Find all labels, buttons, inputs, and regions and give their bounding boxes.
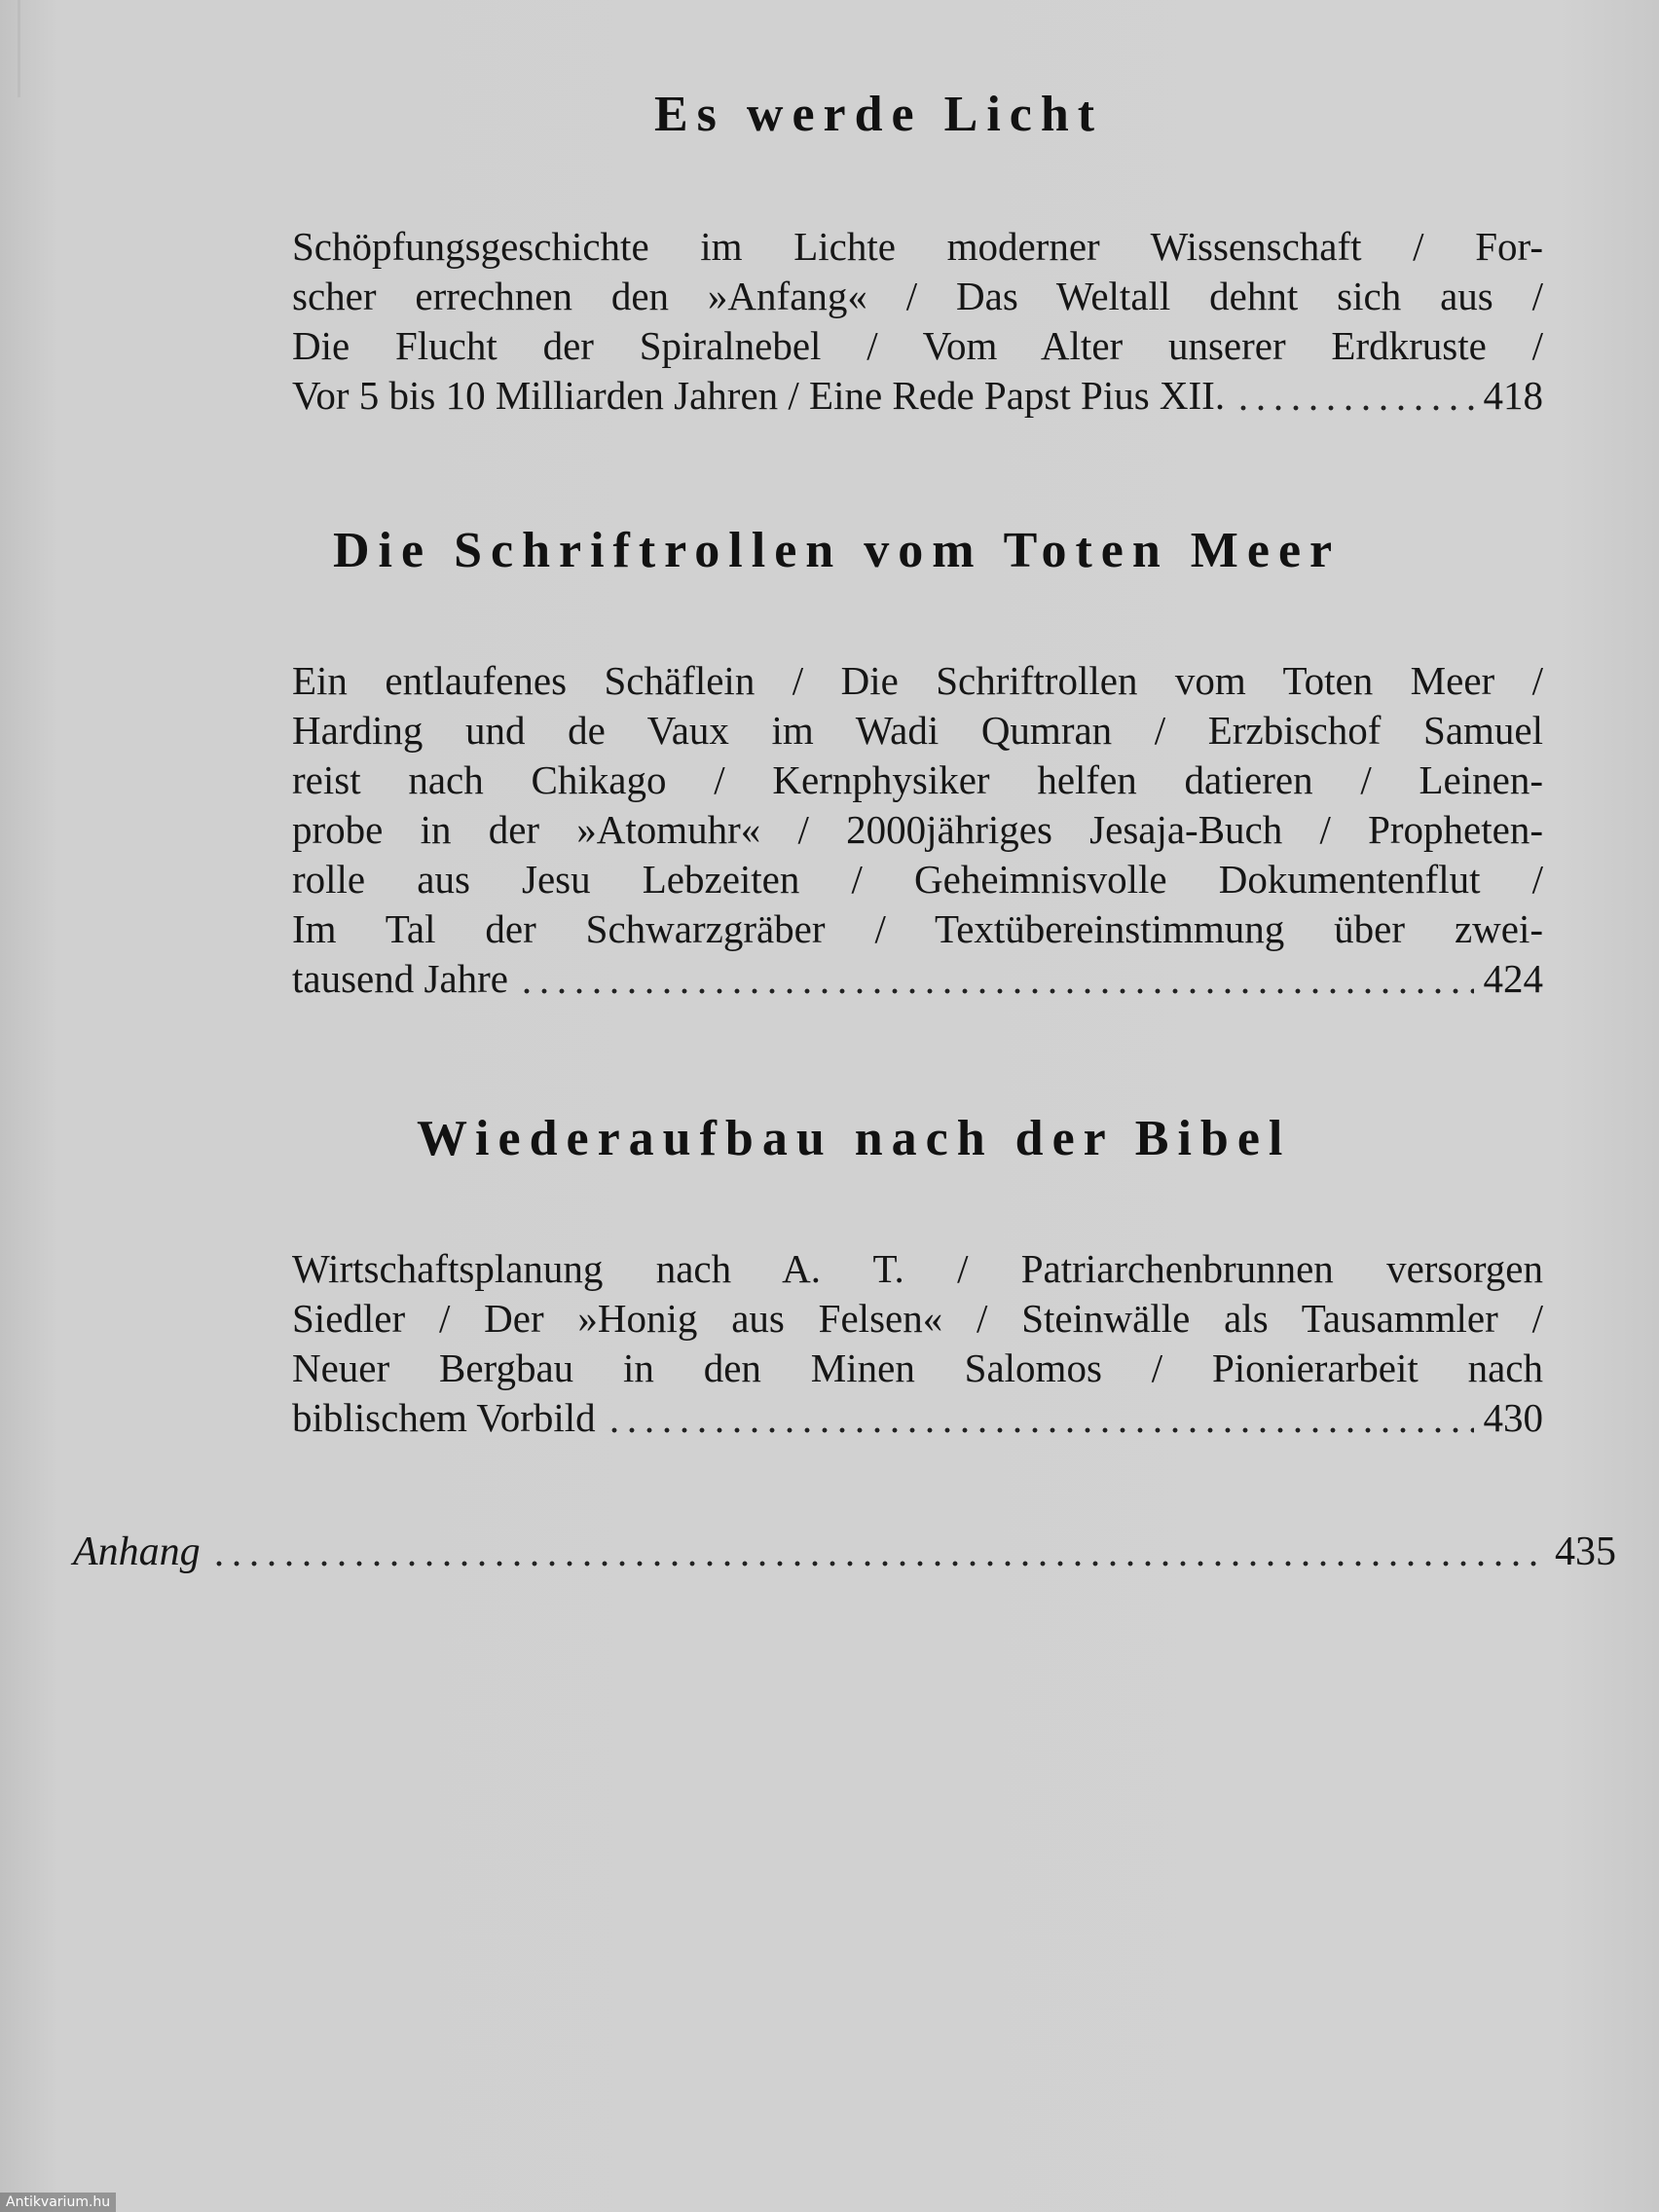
description-line: rolle aus Jesu Lebzeiten / Geheimnisvolle Dokumentenflut / [292, 857, 1543, 902]
description-line: Schöpfungsgeschichte im Lichte moderner Wissenschaft / For- [292, 224, 1543, 269]
section-title: Die Schriftrollen vom Toten Meer [333, 523, 1342, 578]
description-line: Wirtschaftsplanung nach A. T. / Patriarchenbrunnen versorgen [292, 1246, 1543, 1291]
section-title: Wiederaufbau nach der Bibel [417, 1111, 1292, 1166]
dot-leader [1235, 405, 1473, 411]
description-line: biblischem Vorbild [292, 1395, 596, 1440]
description-line: Siedler / Der »Honig aus Felsen« / Steinwälle als Tausammler / [292, 1296, 1543, 1341]
description-line: Neuer Bergbau in den Minen Salomos / Pionierarbeit nach [292, 1346, 1543, 1390]
description-line: scher errechnen den »Anfang« / Das Weltall dehnt sich aus / [292, 274, 1543, 318]
dot-leader [606, 1427, 1474, 1433]
description-line: Vor 5 bis 10 Milliarden Jahren / Eine Rede Papst Pius XII. [292, 373, 1226, 418]
description-line: reist nach Chikago / Kernphysiker helfen datieren / Leinen- [292, 757, 1543, 802]
description-line: probe in der »Atomuhr« / 2000jähriges Jesaja-Buch / Propheten- [292, 807, 1543, 852]
appendix-label: Anhang [73, 1530, 201, 1574]
description-last-line [292, 371, 1543, 421]
watermark: Antikvarium.hu [0, 2193, 116, 2212]
section-description [292, 1244, 1543, 1443]
page-edge [18, 0, 20, 97]
description-line: Ein entlaufenes Schäflein / Die Schriftrollen vom Toten Meer / [292, 658, 1543, 703]
dot-leader [210, 1561, 1545, 1567]
toc-entry-anhang [73, 1529, 1616, 1575]
page-number: 418 [1483, 373, 1543, 418]
description-line: tausend Jahre [292, 956, 508, 1001]
description-line: Harding und de Vaux im Wadi Qumran / Erzbischof Samuel [292, 708, 1543, 753]
description-last-line [292, 954, 1543, 1004]
dot-leader [518, 988, 1474, 994]
section-title: Es werde Licht [654, 87, 1104, 142]
description-last-line [292, 1393, 1543, 1443]
description-line: Im Tal der Schwarzgräber / Textübereinstimmung über zwei- [292, 906, 1543, 951]
description-line: Die Flucht der Spiralnebel / Vom Alter unserer Erdkruste / [292, 323, 1543, 368]
section-description [292, 222, 1543, 421]
page-number: 424 [1483, 956, 1543, 1001]
section-description [292, 656, 1543, 1004]
page-number: 430 [1483, 1395, 1543, 1440]
page-number: 435 [1555, 1530, 1616, 1574]
